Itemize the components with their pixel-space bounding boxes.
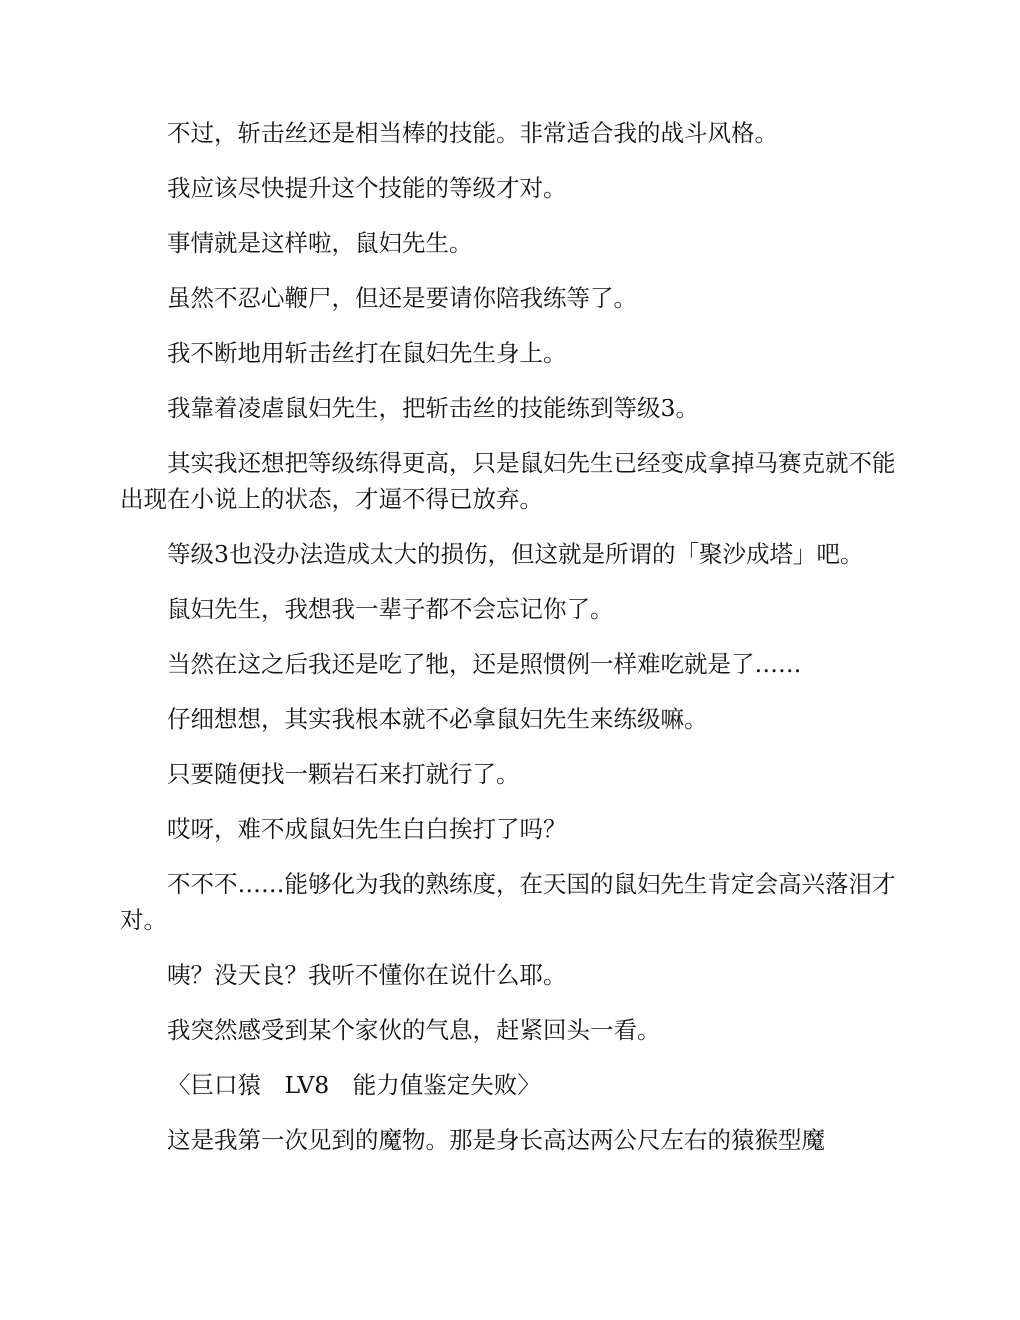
paragraph: 鼠妇先生，我想我一辈子都不会忘记你了。	[167, 595, 614, 623]
paragraph: 我应该尽快提升这个技能的等级才对。	[167, 174, 567, 202]
paragraph: 其实我还想把等级练得更高，只是鼠妇先生已经变成拿掉马赛克就不能出现在小说上的状态，才逼不得已放弃。	[120, 449, 896, 513]
paragraph: 事情就是这样啦，鼠妇先生。	[167, 229, 473, 257]
paragraph: 这是我第一次见到的魔物。那是身长高达两公尺左右的猿猴型魔	[167, 1126, 825, 1154]
paragraph: 我突然感受到某个家伙的气息，赶紧回头一看。	[167, 1016, 661, 1044]
paragraph: 不不不……能够化为我的熟练度，在天国的鼠妇先生肯定会高兴落泪才对。	[120, 870, 896, 934]
paragraph: 咦？没天良？我听不懂你在说什么耶。	[167, 961, 567, 989]
paragraph: 〈巨口猿 LV8 能力值鉴定失败〉	[167, 1071, 541, 1099]
paragraph: 当然在这之后我还是吃了牠，还是照惯例一样难吃就是了……	[167, 650, 802, 678]
paragraph: 只要随便找一颗岩石来打就行了。	[167, 760, 520, 788]
paragraph: 我靠着凌虐鼠妇先生，把斩击丝的技能练到等级3。	[167, 394, 699, 422]
paragraph: 哎呀，难不成鼠妇先生白白挨打了吗？	[167, 815, 567, 843]
paragraph: 等级3也没办法造成太大的损伤，但这就是所谓的「聚沙成塔」吧。	[167, 540, 864, 568]
paragraph: 虽然不忍心鞭尸，但还是要请你陪我练等了。	[167, 284, 637, 312]
paragraph: 仔细想想，其实我根本就不必拿鼠妇先生来练级嘛。	[167, 705, 708, 733]
document-page	[120, 115, 900, 1177]
paragraph: 不过，斩击丝还是相当棒的技能。非常适合我的战斗风格。	[167, 119, 778, 147]
paragraph: 我不断地用斩击丝打在鼠妇先生身上。	[167, 339, 567, 367]
